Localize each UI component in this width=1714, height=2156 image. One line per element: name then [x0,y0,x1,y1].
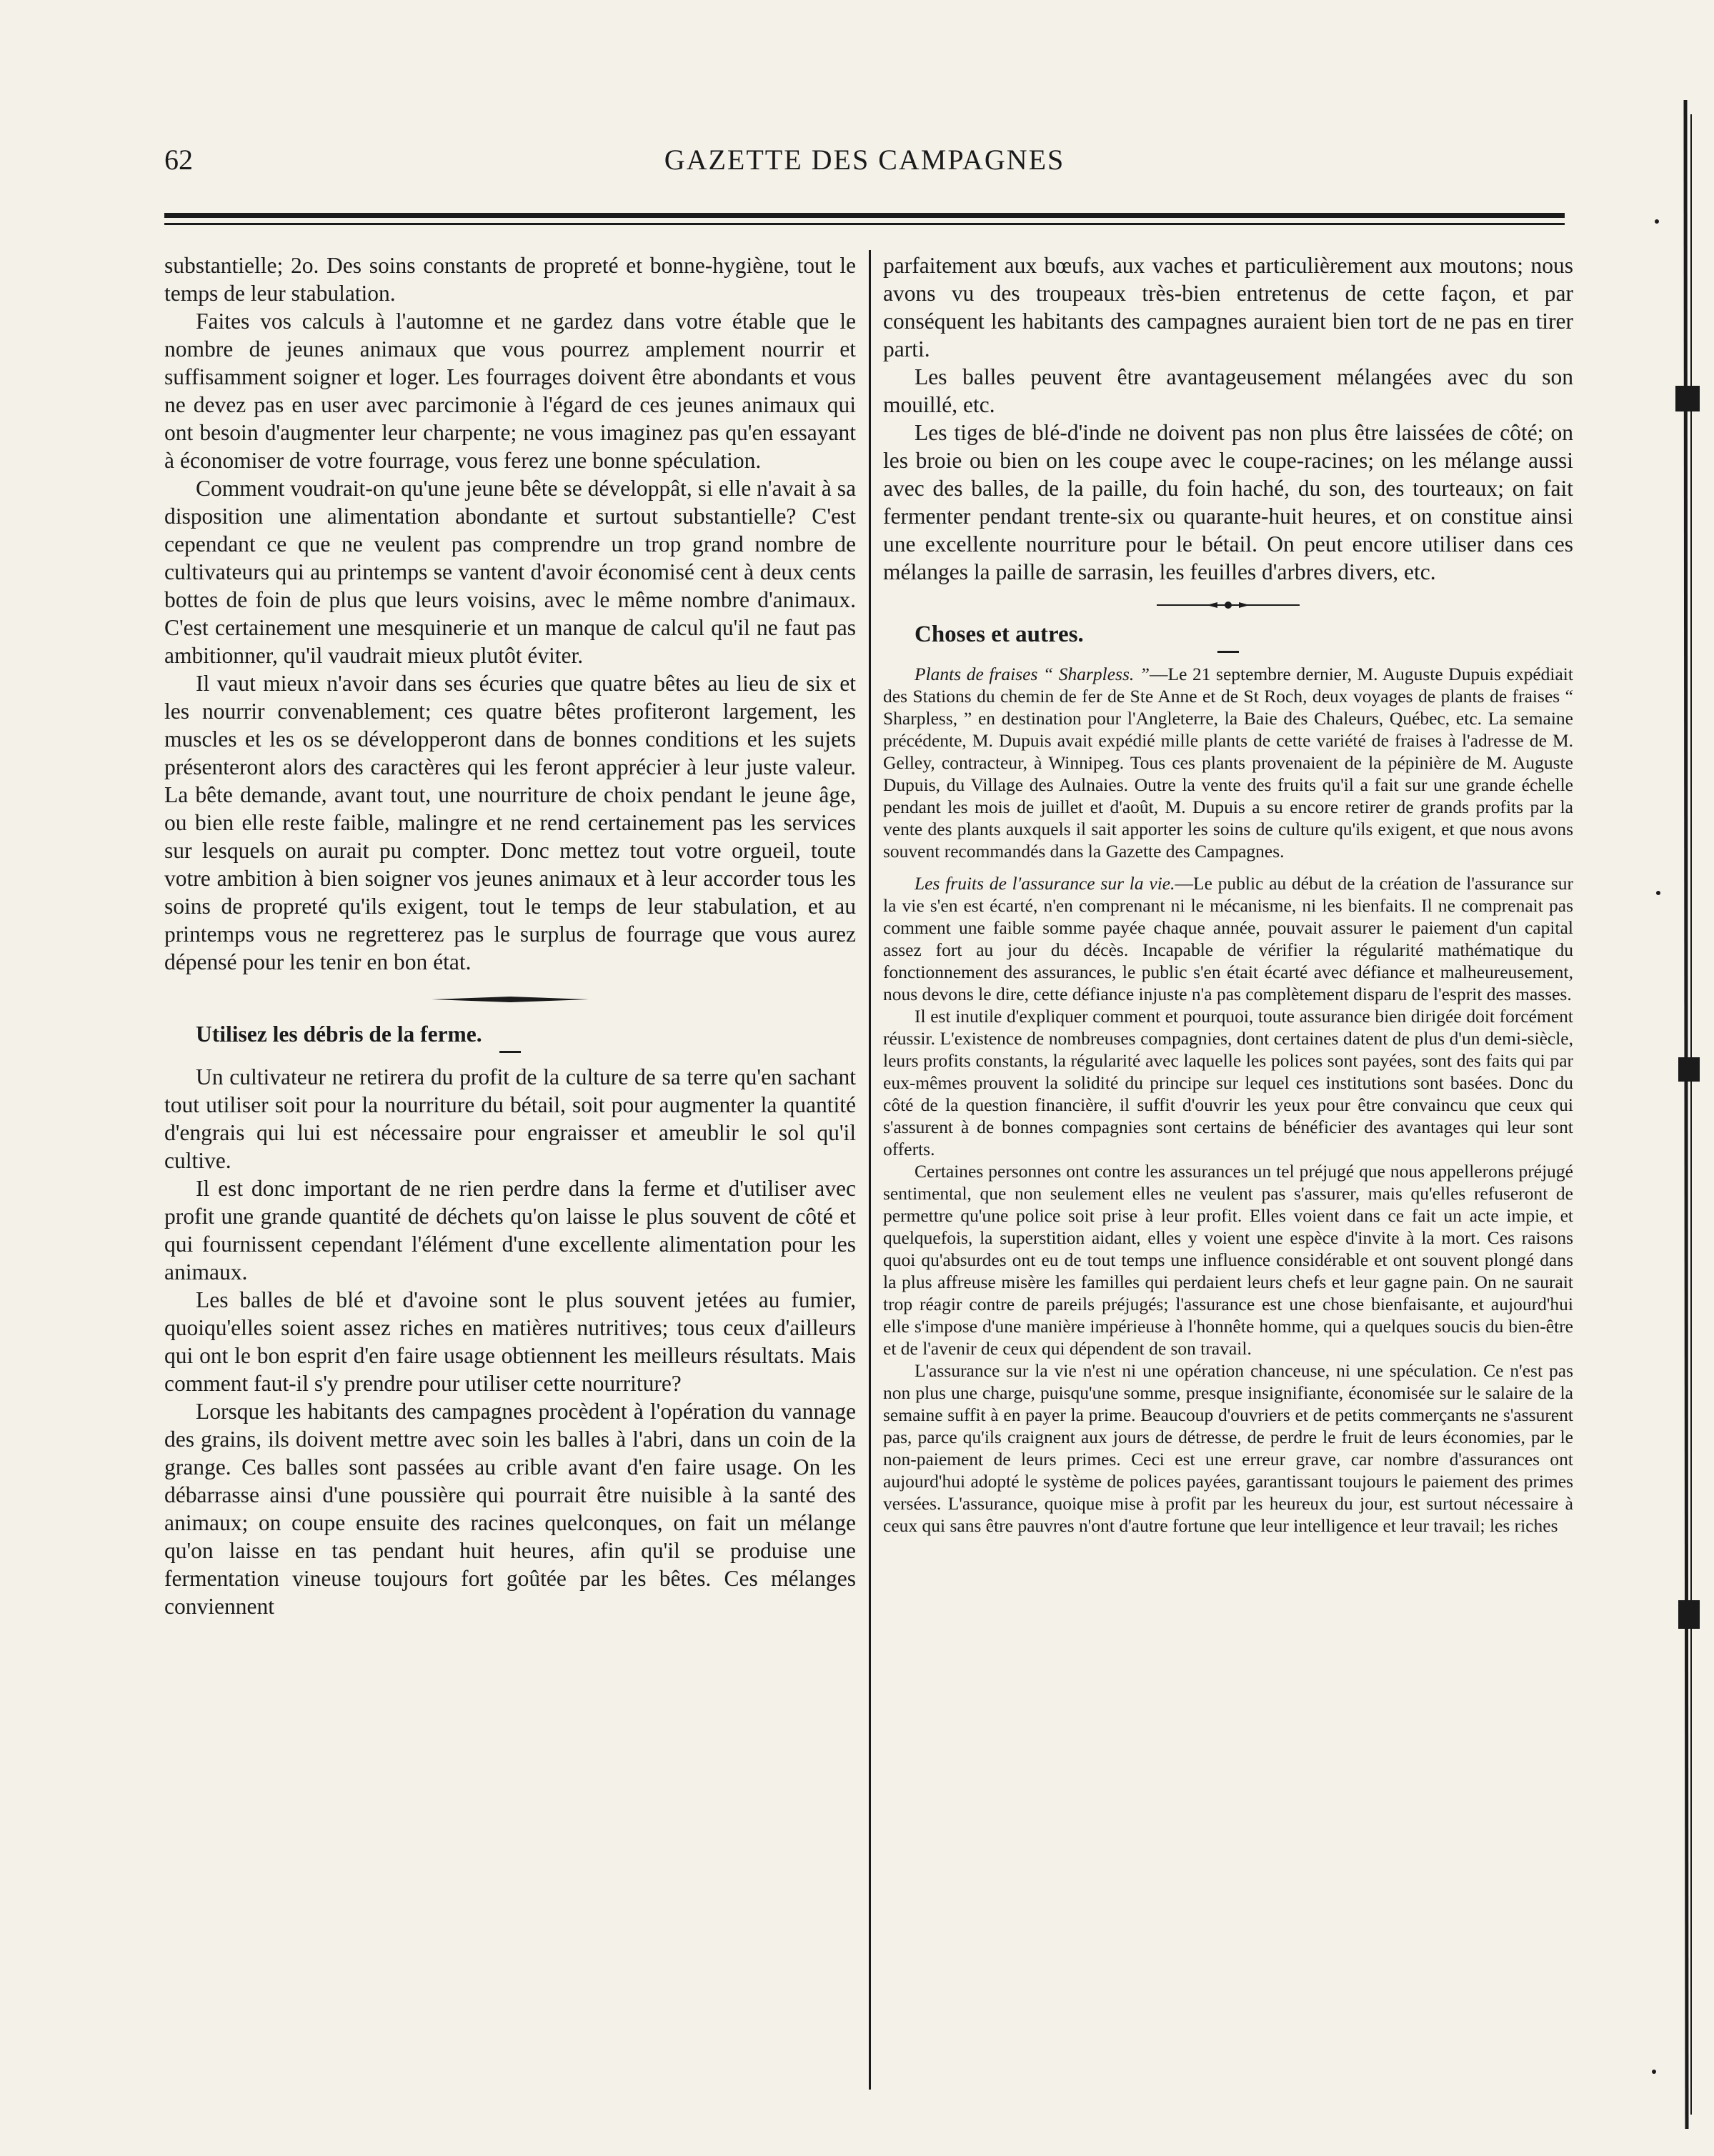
paragraph: Lorsque les habitants des campagnes procèdent à l'opération du vannage des grains, ils doivent mettre avec soin les balles à l'abri, dans un coin de la grange. Ces balles sont passées au crible avant d'en faire usage. On les débarrasse ainsi d'une poussière qui pourrait être nuisible à la santé des animaux; on coupe ensuite des racines quelconques, on fait un mélange qu'on laisse en tas pendant huit heures, afin qu'il se produise une fermentation vineuse toujours fort goûtée par les bêtes. Ces mélanges conviennent [164,1399,856,1619]
paragraph: Il vaut mieux n'avoir dans ses écuries que quatre bêtes au lieu de six et les nourrir convenablement; ces quatre bêtes profiteront largement, les muscles et les os se développeront dans de bonnes conditions et les sujets présenteront alors des caractères qui les feront apprécier à leur juste valeur. La bête demande, avant tout, une nourriture de choix pendant le jeune âge, ou bien elle reste faible, malingre et ne rend certainement pas les services sur lesquels on aurait pu compter. Donc mettez tout votre orgueil, toute votre ambition à bien soigner vos jeunes animaux et à leur accorder tous les soins de propreté qu'ils exigent, tout le temps de leur stabulation, et au printemps vous ne regretterez pas le surplus de fourrage que vous aurez dépensé pour les tenir en bon état. [164,671,856,974]
item-text: —Le public au début de la création de l'assurance sur la vie s'en est écarté, n'en comprenant ni le mécanisme, ni les bienfaits. Il ne comprenait pas comment une faible somme payée chaque année, pouvait assurer le paiement d'un capital assez fort au jour du décès. Incapable de vérifier la régularité mathématique du fonctionnement des assurances, le public s'en était écarté avec défiance et malheureusement, nous devons le dire, cette défiance injuste n'a pas complètement disparu de l'esprit des masses. [883,873,1573,1004]
left-column [164,251,856,2095]
paragraph: Un cultivateur ne retirera du profit de la culture de sa terre qu'en sachant tout utiliser soit pour la nourriture du bétail, soit pour augmenter la quantité d'engrais qui lui est nécessaire pour engraisser et ameublir le sol qu'il cultive. [164,1064,856,1173]
paragraph: Il est donc important de ne rien perdre dans la ferme et d'utiliser avec profit une grande quantité de déchets qu'on laisse le plus souvent de côté et qui fournissent cependant l'élément d'une excellente alimentation pour les animaux. [164,1176,856,1284]
header-rule-thin [164,223,1565,225]
header-rule-thick [164,213,1565,218]
paragraph: Comment voudrait-on qu'une jeune bête se développât, si elle n'avait à sa disposition une alimentation abondante et surtout substantielle? C'est cependant ce que ne veulent pas comprendre un trop grand nombre de cultivateurs qui au printemps se vantent d'avoir économisé cent à deux cents bottes de foin de plus que leurs voisins, avec le même nombre d'animaux. C'est certainement une mesquinerie et un manque de calcul qu'il ne faut pas ambitionner, qu'il vaudrait mieux plutôt éviter. [164,476,856,668]
section-title: Utilisez les débris de la ferme. [196,1022,482,1047]
paragraph: Il est inutile d'expliquer comment et pourquoi, toute assurance bien dirigée doit forcément réussir. L'existence de nombreuses compagnies, dont certaines datent de plus d'un demi-siècle, leurs profits constants, la régularité avec laquelle les polices sont payées, sont des faits qui par eux-mêmes prouvent la solidité du principe sur lequel ces institutions sont basées. Donc du côté de la question financière, il suffit d'ouvrir les yeux pour être convaincu que ceux qui s'assurent à de bonnes compagnies sont certains de bénéficier des avantages qui leur sont offerts. [883,1006,1573,1159]
page-header [164,143,1565,186]
column-divider [869,250,871,2090]
paragraph: Les balles peuvent être avantageusement mélangées avec du son mouillé, etc. [883,364,1573,417]
item-lead: Plants de fraises “ Sharpless. ” [915,664,1150,684]
paragraph: parfaitement aux bœufs, aux vaches et particulièrement aux moutons; nous avons vu des troupeaux très-bien entretenus de cette façon, et par conséquent les habitants des campagnes auraient bien tort de ne pas en tirer parti. [883,253,1573,361]
paragraph: Les tiges de blé-d'inde ne doivent pas non plus être laissées de côté; on les broie ou bien on les coupe avec le coupe-racines; on les mélange aussi avec des balles, de la paille, du foin haché, du son, des tourteaux; on fait fermenter pendant trente-six ou quarante-huit heures, et on constitue ainsi une excellente nourriture pour le bétail. On peut encore utiliser dans ces mélanges la paille de sarrasin, les feuilles d'arbres divers, etc. [883,420,1573,584]
paragraph: Certaines personnes ont contre les assurances un tel préjugé que nous appellerons préjugé sentimental, que non seulement elles ne veulent pas s'assurer, mais qu'elles refuseront de permettre qu'une police soit prise à leur profit. Elles voient dans ce fait un acte impie, et quelquefois, la superstition aidant, elles y voient une espèce d'invite à la mort. Ces raisons quoi qu'absurdes ont eu de tout temps une influence considérable et ont souvent plongé dans la plus affreuse misère les familles qui perdaient leurs chefs et leur gagne pain. On ne saurait trop réagir contre de pareils préjugés; l'assurance est une chose bienfaisante, et aujourd'hui elle s'impose d'une manière impérieuse à l'honnête homme, qui a quelques soucis du bien-être et de l'avenir de ceux qui dépendent de son travail. [883,1161,1573,1359]
title-dash [499,1051,521,1053]
page-number: 62 [164,144,193,176]
section-separator-ornament [1157,600,1300,610]
paragraph: Faites vos calculs à l'automne et ne gardez dans votre étable que le nombre de jeunes animaux que vous pourrez amplement nourrir et suffisamment soigner et loger. Les fourrages doivent être abondants et vous ne devez pas en user avec parcimonie à l'égard de ces jeunes animaux qui ont besoin d'augmenter leur charpente; ne vous imaginez pas qu'en essayant à économiser de votre fourrage, vous ferez une bonne spéculation. [164,309,856,473]
section-title: Choses et autres. [915,622,1084,647]
paragraph: Les balles de blé et d'avoine sont le plus souvent jetées au fumier, quoiqu'elles soient assez riches en matières nutritives; tous ceux d'ailleurs qui ont le bon esprit d'en faire usage obtiennent les meilleurs résultats. Mais comment faut-il s'y prendre pour utiliser cette nourriture? [164,1287,856,1396]
title-dash [1217,651,1239,653]
paragraph: L'assurance sur la vie n'est ni une opération chanceuse, ni une spéculation. Ce n'est pas non plus une charge, puisqu'une somme, presque insignifiante, économisée sur le salaire de la semaine suffit à en payer la prime. Beaucoup d'ouvriers et de petits commerçants ne s'assurent pas, parce qu'ils craignent aux jours de détresse, de perdre le fruit de leurs économies, par le non-paiement de leurs primes. Ceci est une erreur grave, car nombre d'assurances ont aujourd'hui adopté le système de polices payées, garantissant toujours le paiement des primes versées. L'assurance, quoique mise à profit par les heureux du jour, est surtout nécessaire à ceux qui sans être pauvres n'ont d'autre fortune que leur intelligence et leur travail; les riches [883,1360,1573,1536]
paragraph: substantielle; 2o. Des soins constants de propreté et bonne-hygiène, tout le temps de leur stabulation. [164,253,856,306]
right-column [883,251,1573,2095]
item-text: —Le 21 septembre dernier, M. Auguste Dupuis expédiait des Stations du chemin de fer de Ste Anne et de St Roch, deux voyages de plants de fraises “ Sharpless, ” en destination pour l'Angleterre, la Baie des Chaleurs, Québec, etc. La semaine précédente, M. Dupuis avait expédié mille plants de cette variété de fraises à l'adresse de M. Gelley, contracteur, à Winnipeg. Tous ces plants provenaient de la pépinière de M. Auguste Dupuis, du Village des Aulnaies. Outre la vente des fruits qu'il a fait sur une grande échelle pendant les mois de juillet et d'août, M. Dupuis a su encore retirer de grands profits par la vente des plants auxquels il sait apporter les soins de culture qu'ils exigent, et que nous avons souvent recommandés dans la Gazette des Campagnes. [883,664,1573,862]
section-separator-ornament [432,994,589,1004]
scan-binding-edge [1607,0,1714,2156]
item-lead: Les fruits de l'assurance sur la vie. [915,873,1175,894]
running-title: GAZETTE DES CAMPAGNES [664,144,1065,176]
